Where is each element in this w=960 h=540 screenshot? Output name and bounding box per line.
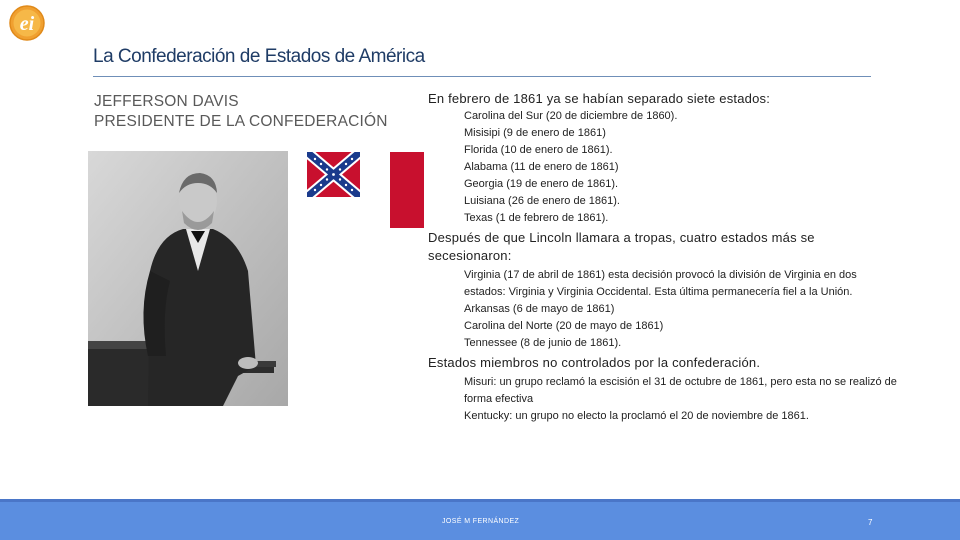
list-item: Luisiana (26 de enero de 1861). (464, 195, 620, 207)
title-divider (93, 76, 871, 77)
footer-author: JOSÉ M FERNÁNDEZ (442, 518, 520, 525)
list-item: Texas (1 de febrero de 1861). (464, 212, 609, 224)
list-item: Carolina del Norte (20 de mayo de 1861) (464, 320, 664, 332)
logo-icon (8, 4, 46, 42)
list-item: Georgia (19 de enero de 1861). (464, 178, 619, 190)
list-item: Arkansas (6 de mayo de 1861) (464, 303, 615, 315)
list-item: Virginia (17 de abril de 1861) esta decisión provocó la división de Virginia en dos estados: Virginia y Virginia Occidental. Esta última permanecería fiel a la Unión. (464, 269, 857, 298)
photo-jefferson-davis (88, 151, 288, 406)
section-heading-four-more-states: Después de que Lincoln llamara a tropas, cuatro estados más se secesionaron: (428, 230, 815, 263)
subtitle-line-2: PRESIDENTE DE LA CONFEDERACIÓN (94, 113, 388, 130)
stars-and-bars-flag-icon (390, 152, 424, 228)
list-item: Misisipi (9 de enero de 1861) (464, 127, 606, 139)
list-item: Tennessee (8 de junio de 1861). (464, 337, 622, 349)
section-heading-seven-states: En febrero de 1861 ya se habían separado siete estados: (428, 91, 771, 106)
content-list (428, 90, 898, 425)
subtitle (94, 92, 388, 132)
page-number: 7 (868, 518, 873, 527)
list-item: Misuri: un grupo reclamó la escisión el 31 de octubre de 1861, pero esta no se realizó de forma efectiva (464, 376, 897, 405)
list-item: Carolina del Sur (20 de diciembre de 1860). (464, 110, 678, 122)
confederate-battle-flag-icon (307, 152, 360, 197)
page-title: La Confederación de Estados de América (93, 46, 425, 67)
svg-text:ei: ei (19, 13, 35, 35)
section-heading-uncontrolled-states: Estados miembros no controlados por la confederación. (428, 355, 761, 370)
list-item: Florida (10 de enero de 1861). (464, 144, 613, 156)
list-item: Kentucky: un grupo no electo la proclamó el 20 de noviembre de 1861. (464, 410, 809, 422)
subtitle-line-1: JEFFERSON DAVIS (94, 93, 239, 110)
list-item: Alabama (11 de enero de 1861) (464, 161, 619, 173)
